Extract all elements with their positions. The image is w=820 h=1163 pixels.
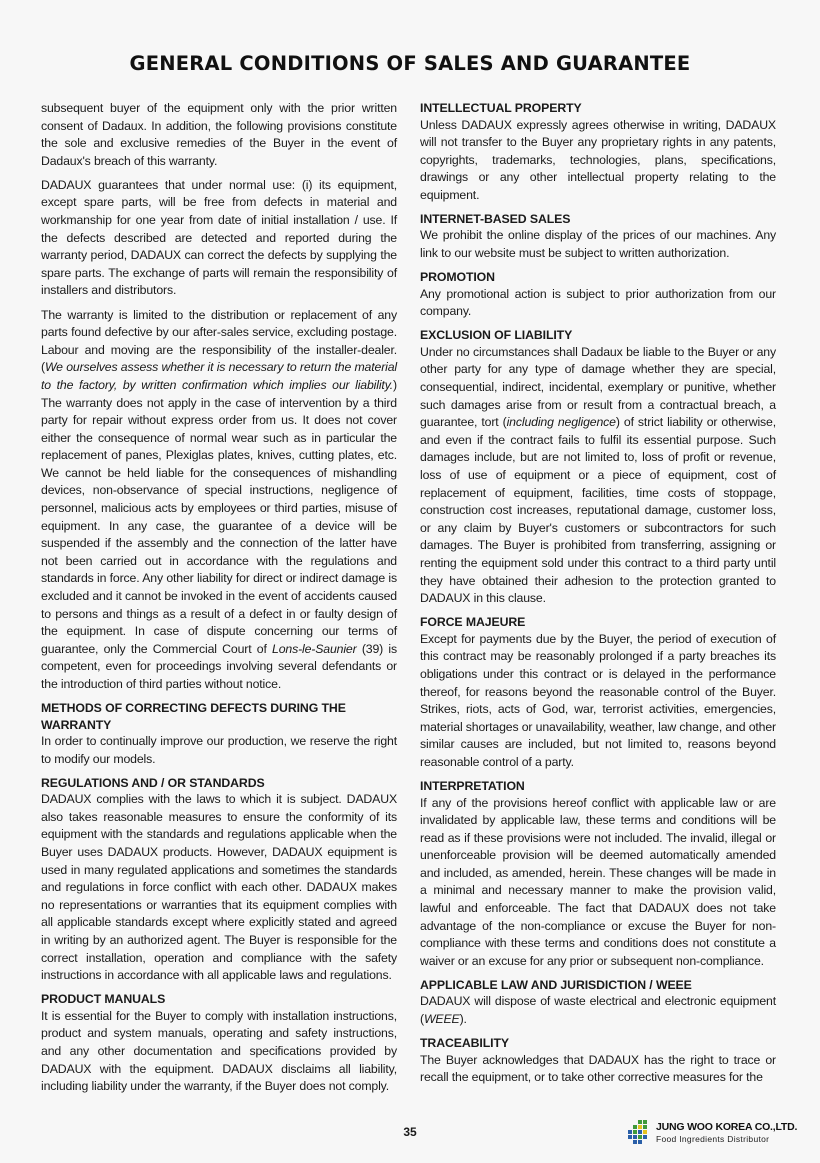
- logo-company-name: JUNG WOO KOREA CO.,LTD.: [656, 1121, 798, 1133]
- paragraph-interpretation: If any of the provisions hereof conflict with applicable law or are invalidated by applicable law, these terms and conditions will be read as if these provisions were not included. The invalid, illegal or unenforceable provision will be deemed automatically amended and included, as amended, herein. These changes will be made in a minimal and necessary manner to make the provision valid, lawful and enforceable. The fact that DADAUX does not take advantage of the non-compliance or excuse the Buyer for non-compliance with these terms and conditions does not constitute a waiver or an excuse for any prior or subsequent non-compliance.: [420, 795, 776, 968]
- heading-traceability: TRACEABILITY: [420, 1036, 509, 1051]
- heading-intellectual-property: INTELLECTUAL PROPERTY: [420, 101, 582, 115]
- section-exclusion: [420, 327, 776, 607]
- paragraph-intellectual-property: Unless DADAUX expressly agrees otherwise in writing, DADAUX will not transfer to the Buyer any proprietary rights in any patents, copyrights, trademarks, technologies, plans, specifications, drawings or any other intellectual property relating to the equipment.: [420, 117, 776, 202]
- page-number: 35: [403, 1125, 417, 1139]
- left-column: [41, 100, 397, 1102]
- paragraph-traceability: The Buyer acknowledges that DADAUX has the right to trace or recall the equipment, or to take other corrective measures for the: [420, 1052, 776, 1085]
- paragraph-subsequent-buyer: subsequent buyer of the equipment only with the prior written consent of Dadaux. In addition, the following provisions constitute the sole and exclusive remedies of the Buyer in the event of Dadaux's breach of this warranty.: [41, 101, 397, 168]
- paragraph-promotion: Any promotional action is subject to prior authorization from our company.: [420, 286, 776, 319]
- company-logo: [626, 1118, 806, 1146]
- heading-methods: METHODS OF CORRECTING DEFECTS DURING THE WARRANTY: [41, 701, 346, 732]
- heading-internet-sales: INTERNET-BASED SALES: [420, 211, 571, 226]
- logo-tagline: Food Ingredients Distributor: [656, 1134, 770, 1144]
- heading-manuals: PRODUCT MANUALS: [41, 992, 166, 1007]
- paragraph-warranty-limits: The warranty is limited to the distribution or replacement of any parts found defective by our after-sales service, excluding postage. Labour and moving are the responsibility of the installer-dealer. (We ourselves assess whether it is necessary to return the material to the factory, by written confirmation which implies our liability.) The warranty does not apply in the case of intervention by a third party for repair without express order from us. It does not cover either the consequence of normal wear such as in particular the replacement of panes, Plexiglas plates, knives, cutting plates, etc. We cannot be held liable for the consequences of mishandling devices, non-observance of special instructions, negligence of personnel, malicious acts by employees or third parties, misuse of equipment. In any case, the guarantee of a device will be suspended if the assembly and the connection of the latter have not been carried out in accordance with the regulations and standards in force. Any other liability for direct or indirect damage is excluded and it cannot be invoked in the event of accidents caused to persons and things as a result of a defect in or faulty design of the equipment. In case of dispute concerning our terms of guarantee, only the Commercial Court of Lons-le-Saunier (39) is competent, even for proceedings involving several defendants or the introduction of third parties without notice.: [41, 307, 397, 691]
- logo-mark-icon: [626, 1120, 652, 1144]
- heading-exclusion: EXCLUSION OF LIABILITY: [420, 328, 573, 343]
- paragraph-methods: In order to continually improve our production, we reserve the right to modify our models.: [41, 734, 397, 766]
- heading-applicable-law: APPLICABLE LAW AND JURISDICTION / WEEE: [420, 977, 692, 992]
- paragraph-applicable-law: DADAUX will dispose of waste electrical and electronic equipment (WEEE).: [420, 994, 776, 1027]
- heading-regulations: REGULATIONS AND / OR STANDARDS: [41, 775, 265, 790]
- page-title: GENERAL CONDITIONS OF SALES AND GUARANTEE: [129, 52, 691, 75]
- section-applicable-law: [420, 977, 776, 1029]
- right-column: [420, 100, 776, 1093]
- paragraph-guarantee: DADAUX guarantees that under normal use: (i) its equipment, except spare parts, will be free from defects in material and workmanship for one year from date of initial installation / use. If the defects described are detected and reported during the warranty period, DADAUX can correct the defects by supplying the spare parts. The exchange of parts will remain the responsibility of installers and distributors.: [41, 177, 397, 298]
- heading-interpretation: INTERPRETATION: [420, 779, 525, 793]
- paragraph-force-majeure: Except for payments due by the Buyer, the period of execution of this contract may be reasonably prolonged if a party breaches its obligations under this contract or is delayed in the performance thereof, for reasons beyond the reasonable control of the Buyer. Strikes, riots, acts of God, war, terrorist activities, emergencies, material shortages or unavailability, weather, law change, and other similar causes are included, but not limited to, reasons beyond reasonable control of a party.: [420, 631, 776, 769]
- section-interpretation: [420, 778, 776, 970]
- section-force-majeure: [420, 614, 776, 771]
- heading-promotion: PROMOTION: [420, 270, 495, 285]
- paragraph-regulations: DADAUX complies with the laws to which it is subject. DADAUX also takes reasonable measures to ensure the conformity of its equipment with the standards and regulations applicable when the Buyer uses DADAUX products. However, DADAUX equipment is used in many regulated applications and sometimes the standards and regulations in force conflict with each other. DADAUX makes no representations or warranties that its equipment complies with all applicable standards except where explicitly stated and agreed in writing by an authorized agent. The Buyer is responsible for the correct installation, operation and compliance with the safety instructions in accordance with all applicable laws and regulations.: [41, 792, 397, 983]
- paragraph-manuals: It is essential for the Buyer to comply with installation instructions, product and system manuals, operating and safety instructions, and any other documentation and specifications provided by DADAUX with the equipment. DADAUX disclaims all liability, including liability under the warranty, if the Buyer does not comply.: [41, 1008, 397, 1094]
- section-promotion: [420, 269, 776, 321]
- section-intellectual-property: [420, 100, 776, 204]
- section-regulations: [41, 775, 397, 985]
- section-methods: [41, 700, 397, 768]
- heading-force-majeure: FORCE MAJEURE: [420, 615, 526, 630]
- paragraph-exclusion: Under no circumstances shall Dadaux be liable to the Buyer or any other party for any type of damage whether they are special, consequential, indirect, incidental, exemplary or punitive, whether such damages arise from or result from a contractual breach, a guarantee, tort (including negligence) of strict liability or otherwise, and even if the contract fails to fulfil its essential purpose. Such damages include, but are not limited to, loss of profit or revenue, loss of use of equipment or a piece of equipment, cost of replacement of equipment, facilities, time costs of stoppage, construction cost increases, reputational damage, customer loss, or any claim by Buyer's customers or subcontractors for such damages. The Buyer is prohibited from transferring, assigning or renting the equipment sold under this contract to a third party until they have obtained their adhesion to the protection granted to DADAUX in this clause.: [420, 344, 776, 606]
- section-internet-sales: [420, 211, 776, 263]
- section-traceability: [420, 1035, 776, 1087]
- section-manuals: [41, 991, 397, 1095]
- paragraph-internet-sales: We prohibit the online display of the prices of our machines. Any link to our website must be subject to written authorization.: [420, 228, 776, 261]
